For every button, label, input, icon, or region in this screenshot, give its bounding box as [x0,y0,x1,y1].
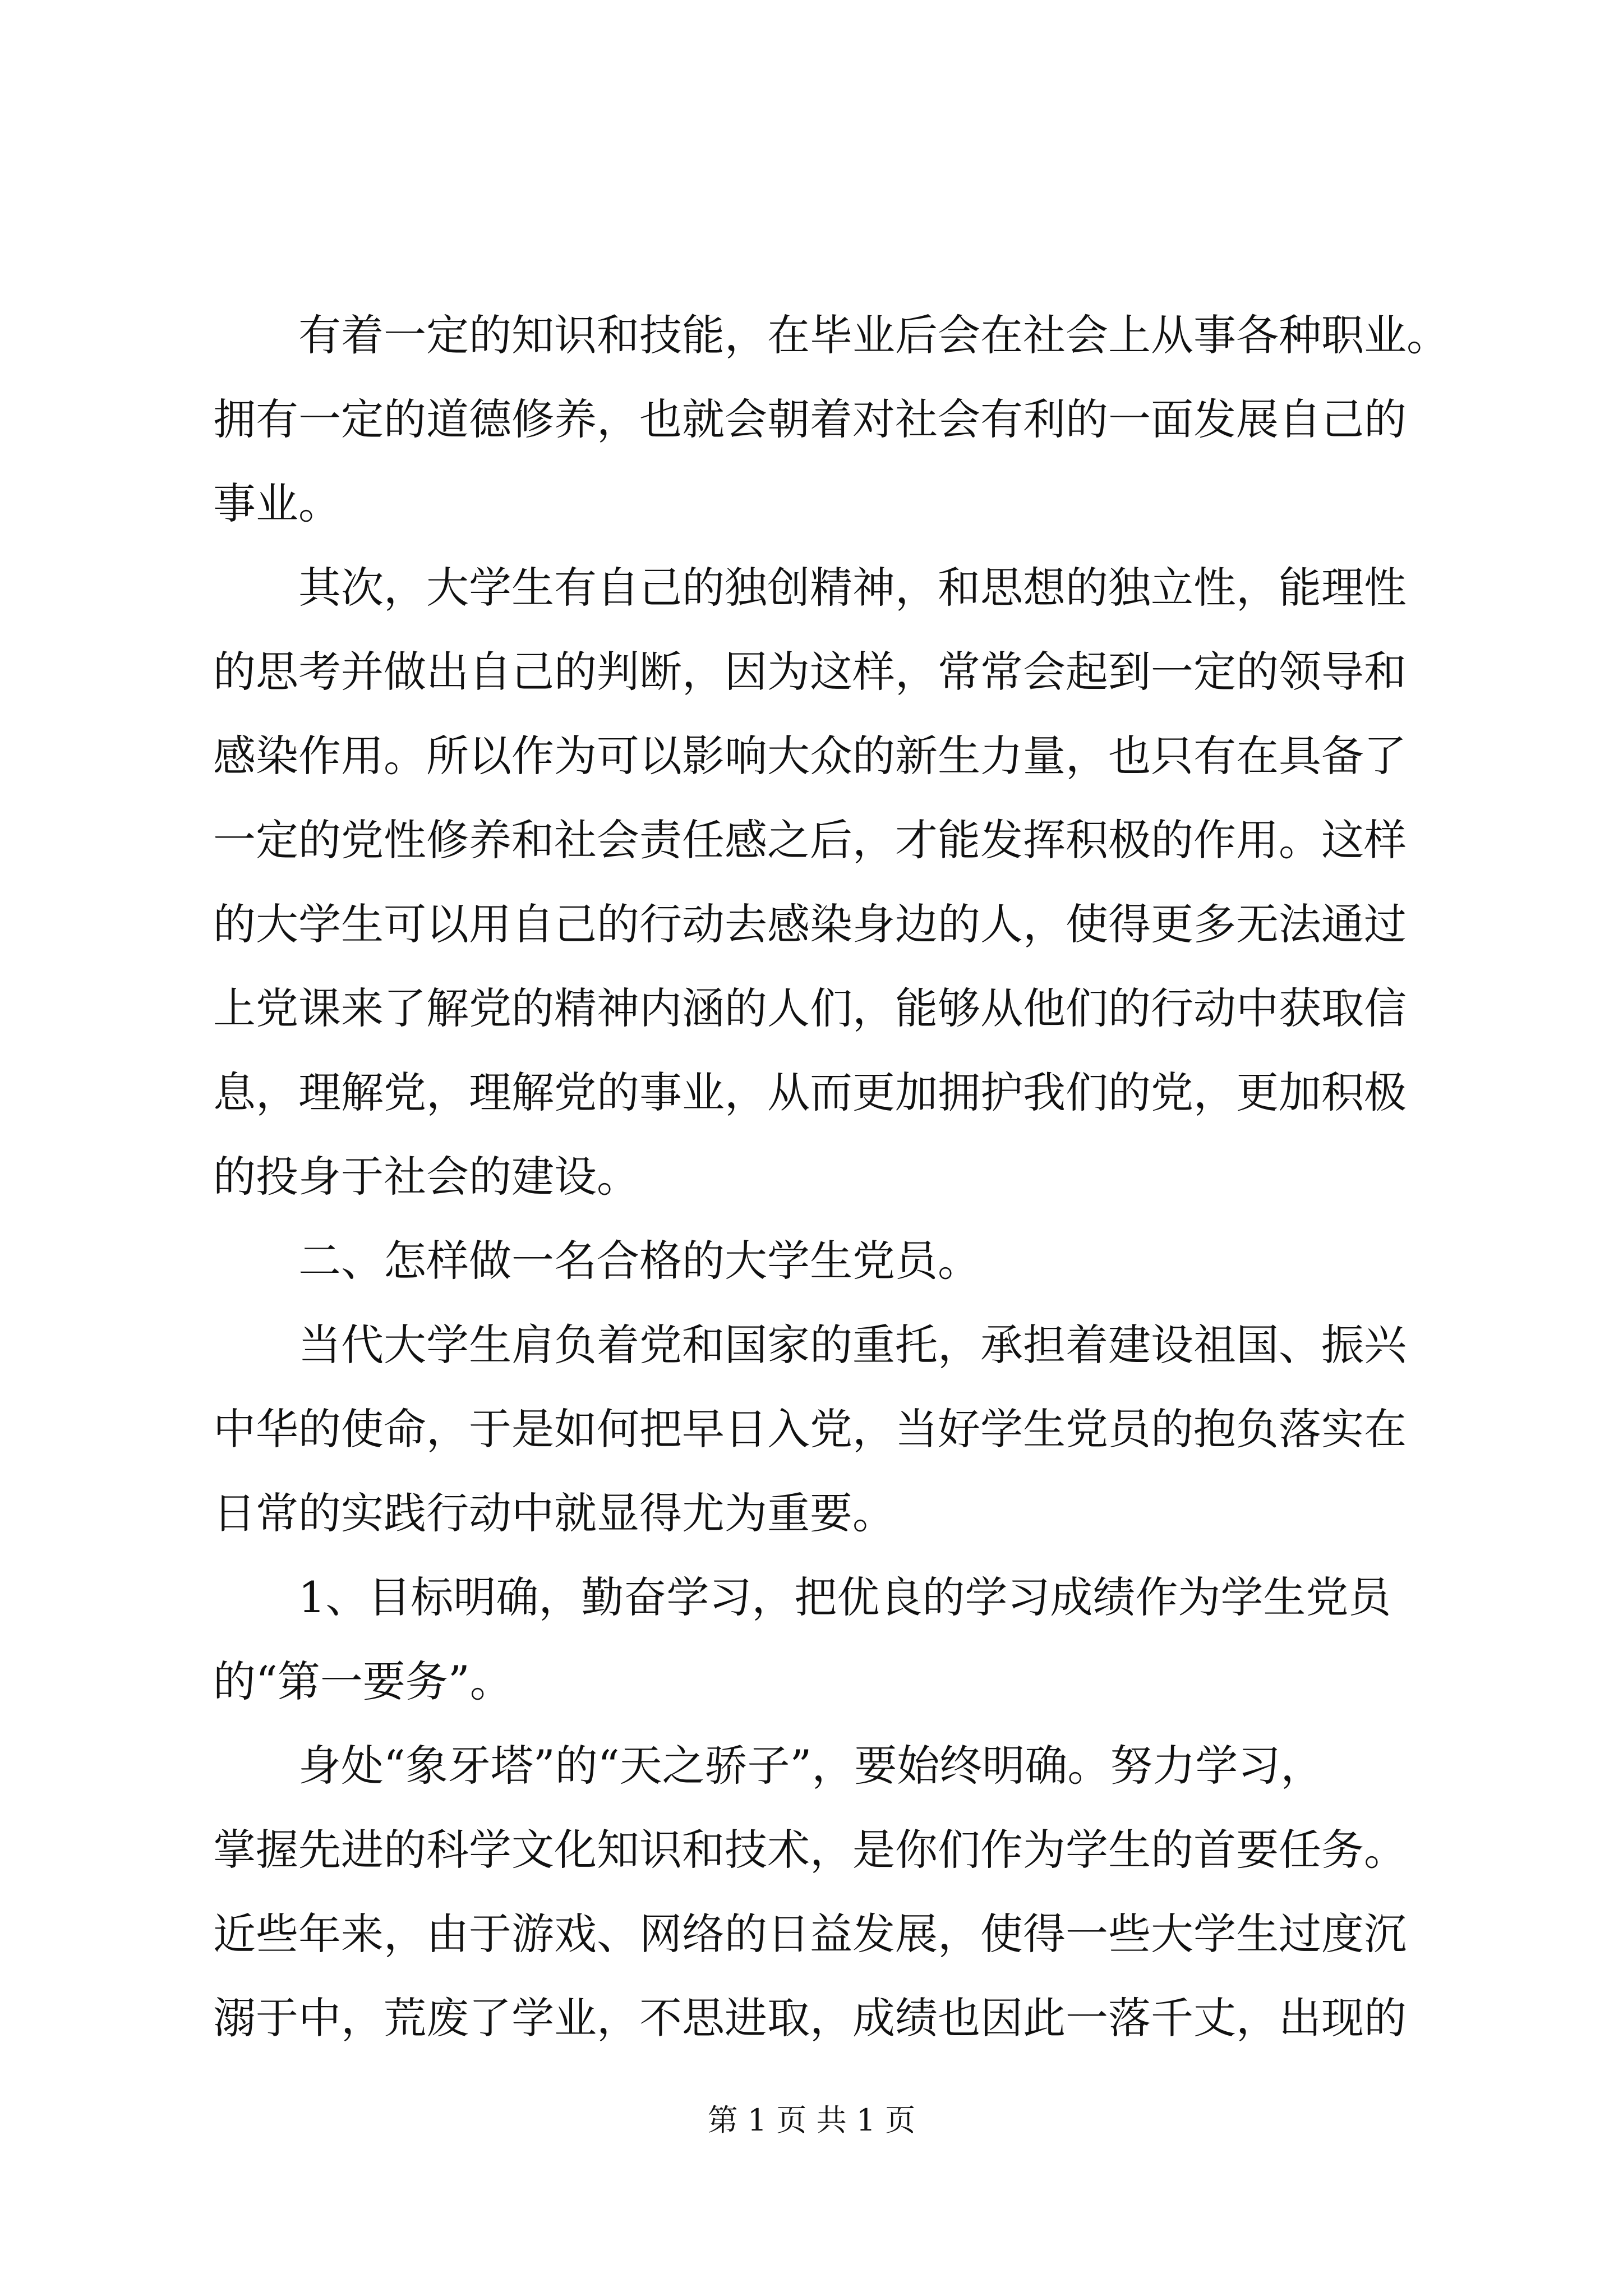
text-line: 息，理解党，理解党的事业，从而更加拥护我们的党，更加积极 [213,1068,1407,1117]
text-line: 一定的党性修养和社会责任感之后，才能发挥积极的作用。这样 [213,815,1407,865]
text-line: 溺于中，荒废了学业，不思进取，成绩也因此一落千丈，出现的 [213,1993,1407,2043]
text-line: 其次，大学生有自己的独创精神，和思想的独立性，能理性 [298,563,1407,613]
text-line: 有着一定的知识和技能，在毕业后会在社会上从事各种职业。 [298,310,1449,360]
text-line: 的大学生可以用自己的行动去感染身边的人，使得更多无法通过 [213,899,1407,949]
text-line: 身处“象牙塔”的“天之骄子”，要始终明确。努力学习， [298,1741,1324,1791]
text-line: 的投身于社会的建设。 [213,1152,639,1202]
page-number: 第 1 页 共 1 页 [707,2102,916,2138]
text-line: 日常的实践行动中就显得尤为重要。 [213,1488,895,1538]
text-line: 事业。 [213,478,341,528]
page-footer [0,2101,1623,2140]
text-line: 拥有一定的道德修养，也就会朝着对社会有利的一面发展自己的 [213,394,1407,444]
text-line: 的“第一要务”。 [213,1657,513,1706]
text-line: 中华的使命，于是如何把早日入党，当好学生党员的抱负落实在 [213,1404,1407,1454]
section-heading: 二、怎样做一名合格的大学生党员。 [298,1236,980,1286]
text-line: 上党课来了解党的精神内涵的人们，能够从他们的行动中获取信 [213,983,1407,1033]
text-line: 感染作用。所以作为可以影响大众的新生力量，也只有在具备了 [213,731,1407,781]
text-line: 的思考并做出自己的判断，因为这样，常常会起到一定的领导和 [213,647,1407,697]
text-line: 当代大学生肩负着党和国家的重托，承担着建设祖国、振兴 [298,1320,1407,1370]
text-line: 掌握先进的科学文化知识和技术，是你们作为学生的首要任务。 [213,1825,1407,1875]
text-line: 近些年来，由于游戏、网络的日益发展，使得一些大学生过度沉 [213,1909,1407,1959]
subsection-heading: 1、目标明确，勤奋学习，把优良的学习成绩作为学生党员 [298,1572,1391,1622]
